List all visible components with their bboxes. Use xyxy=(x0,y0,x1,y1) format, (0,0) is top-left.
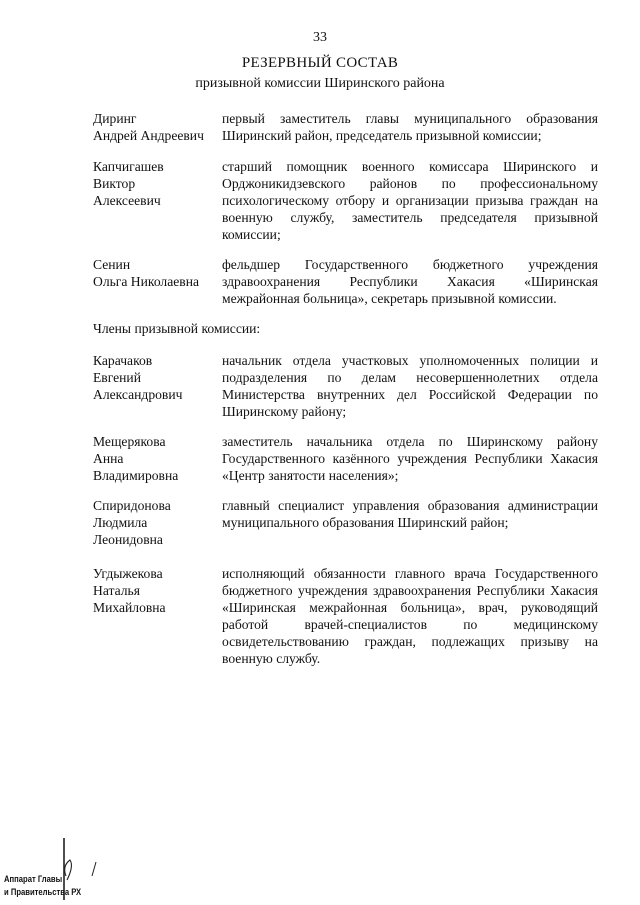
leadership-entry-secretary xyxy=(93,256,598,307)
person-role: главный специалист управления образования администрации муниципального образования Ширинский район; xyxy=(222,498,598,530)
person-name: Сенин Ольга Николаевна xyxy=(93,257,200,289)
office-stamp xyxy=(4,836,114,902)
leadership-entry-chair xyxy=(93,110,598,144)
page-number: 33 xyxy=(313,30,327,45)
stamp-line-1: Аппарат Главы xyxy=(4,874,63,884)
members-heading: Члены призывной комиссии: xyxy=(93,321,261,336)
person-name: Карачаков Евгений Александрович xyxy=(93,353,183,402)
document-title: РЕЗЕРВНЫЙ СОСТАВ xyxy=(241,55,399,71)
member-entry xyxy=(93,497,598,547)
person-role: начальник отдела участковых уполномоченных полиции и подразделения по делам несовершеннолетних отдела Министерства внутренних дел Российской Федерации по Ширинскому району; xyxy=(222,353,598,419)
person-name: Диринг Андрей Андреевич xyxy=(93,111,204,143)
stamp-line-2: и Правительства РХ xyxy=(4,887,82,897)
person-role: фельдшер Государственного бюджетного учреждения здравоохранения Республики Хакасия «Ширинская межрайонная больница», секретарь призывной комиссии. xyxy=(222,257,598,306)
person-role: старший помощник военного комиссара Ширинского и Орджоникидзевского районов по профессиональному психологическому отбору и организации призыва граждан на военную службу, заместитель председателя призывной комиссии; xyxy=(222,159,598,242)
member-entry xyxy=(93,433,598,484)
person-name: Спиридонова Людмила Леонидовна xyxy=(93,498,171,547)
person-name: Угдыжекова Наталья Михайловна xyxy=(93,566,166,615)
leadership-entry-deputy xyxy=(93,158,598,243)
member-entry xyxy=(93,565,598,667)
person-name: Капчигашев Виктор Алексеевич xyxy=(93,159,164,208)
person-name: Мещерякова Анна Владимировна xyxy=(93,434,179,483)
document-subtitle: призывной комиссии Ширинского района xyxy=(195,76,445,91)
person-role: заместитель начальника отдела по Ширинскому району Государственного казённого учреждения Республики Хакасия «Центр занятости населения»; xyxy=(222,434,598,483)
person-role: первый заместитель главы муниципального образования Ширинский район, председатель призывной комиссии; xyxy=(222,111,598,143)
person-role: исполняющий обязанности главного врача Государственного бюджетного учреждения здравоохранения Республики Хакасия «Ширинская межрайонная больница», врач, руководящий работой врачей-специалистов по медицинскому освидетельствованию граждан, подлежащих призыву на военную службу. xyxy=(222,566,598,666)
member-entry xyxy=(93,352,598,420)
